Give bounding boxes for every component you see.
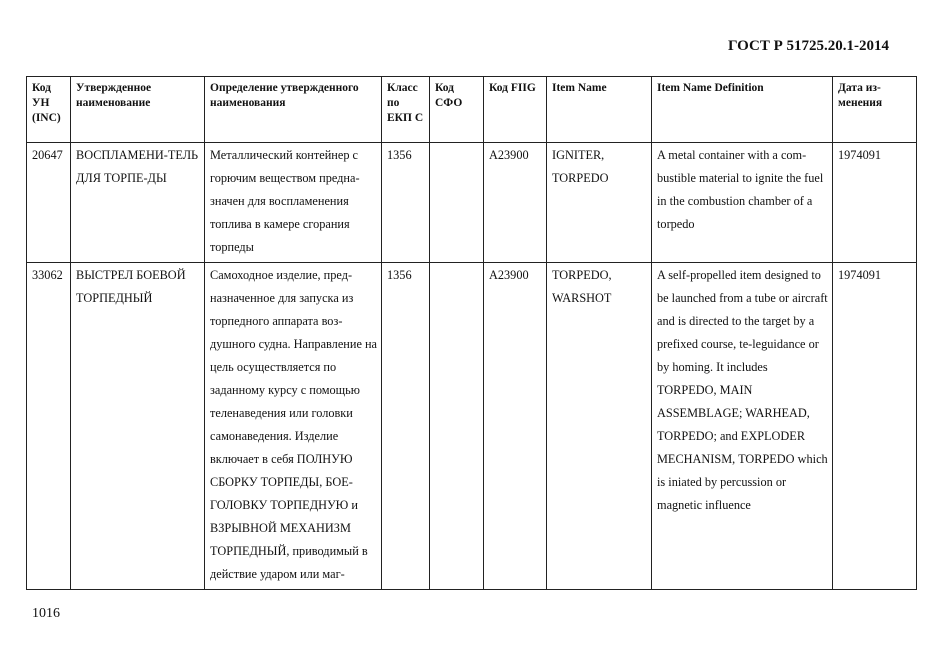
cell-change-date: 1974091	[833, 143, 917, 263]
item-name-table	[26, 76, 917, 590]
header-approved-name: Утвержденное наименование	[71, 77, 205, 143]
cell-definition: Металлический контейнер с горючим веществом предна-значен для воспламенения топлива в камере сгорания торпеды	[205, 143, 382, 263]
cell-fiig-code: A23900	[484, 143, 547, 263]
cell-item-name: IGNITER, TORPEDO	[547, 143, 652, 263]
cell-item-name-definition: A metal container with a com-bustible material to ignite the fuel in the combustion chamber of a torpedo	[652, 143, 833, 263]
cell-change-date: 1974091	[833, 263, 917, 590]
cell-item-name: TORPEDO, WARSHOT	[547, 263, 652, 590]
cell-sfo-code	[430, 143, 484, 263]
cell-sfo-code	[430, 263, 484, 590]
header-item-name: Item Name	[547, 77, 652, 143]
header-definition: Определение утвержденного наименования	[205, 77, 382, 143]
header-ekps-class: Класс по ЕКП С	[382, 77, 430, 143]
cell-inc: 33062	[27, 263, 71, 590]
cell-approved-name: ВЫСТРЕЛ БОЕВОЙ ТОРПЕДНЫЙ	[71, 263, 205, 590]
cell-ekps-class: 1356	[382, 143, 430, 263]
standard-code: ГОСТ Р 51725.20.1-2014	[727, 38, 889, 54]
header-row	[27, 77, 917, 143]
cell-definition: Самоходное изделие, пред-назначенное для запуска из торпедного аппарата воз-душного судна. Направление на цель осуществляется по заданному курсу с помощью теленаведения или головки самонаведения. Изделие включает в себя ПОЛНУЮ СБОРКУ ТОРПЕДЫ, БОЕ-ГОЛОВКУ ТОРПЕДНУЮ и ВЗРЫВНОЙ МЕХАНИЗМ ТОРПЕДНЫЙ, приводимый в действие ударом или маг-	[205, 263, 382, 590]
cell-inc: 20647	[27, 143, 71, 263]
page-number: 1016	[32, 606, 60, 621]
cell-ekps-class: 1356	[382, 263, 430, 590]
table-row	[27, 143, 917, 263]
header-sfo-code: Код СФО	[430, 77, 484, 143]
cell-item-name-definition: A self-propelled item designed to be launched from a tube or aircraft and is directed to the target by a prefixed course, te-leguidance or by homing. It includes TORPEDO, MAIN ASSEMBLAGE; WARHEAD, TORPEDO; and EXPLODER MECHANISM, TORPEDO which is iniated by percussion or magnetic influence	[652, 263, 833, 590]
header-inc: Код УН (INC)	[27, 77, 71, 143]
header-item-name-definition: Item Name Definition	[652, 77, 833, 143]
header-fiig-code: Код FIIG	[484, 77, 547, 143]
cell-fiig-code: A23900	[484, 263, 547, 590]
header-change-date: Дата из-менения	[833, 77, 917, 143]
table-row	[27, 263, 917, 590]
cell-approved-name: ВОСПЛАМЕНИ-ТЕЛЬ ДЛЯ ТОРПЕ-ДЫ	[71, 143, 205, 263]
